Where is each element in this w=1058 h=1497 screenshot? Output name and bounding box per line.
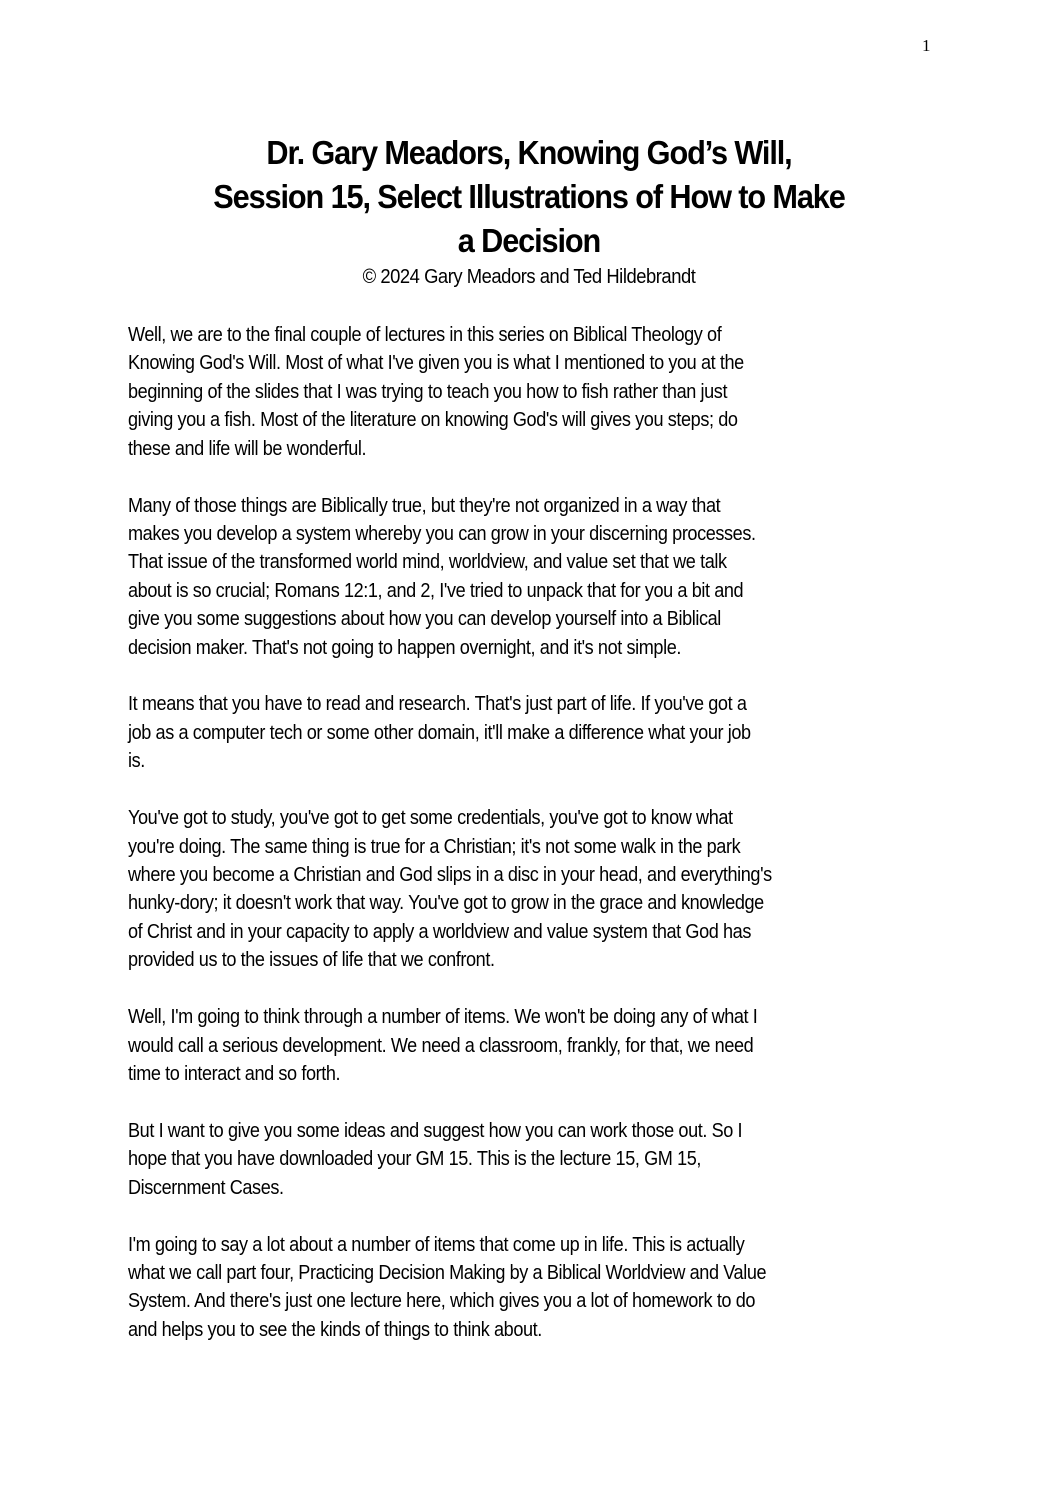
copyright-notice: © 2024 Gary Meadors and Ted Hildebrandt [362,266,696,288]
text-line: of Christ and in your capacity to apply a worldview and value system that God has [128,920,751,943]
text-line: these and life will be wonderful. [128,437,367,460]
text-line: time to interact and so forth. [128,1062,341,1085]
text-line: hunky-dory; it doesn't work that way. You've got to grow in the grace and knowledge [128,892,764,915]
text-line: provided us to the issues of life that we confront. [128,949,495,972]
text-line: would call a serious development. We need a classroom, frankly, for that, we need [128,1034,754,1057]
text-line: give you some suggestions about how you can develop yourself into a Biblical [128,608,721,631]
title-line: Dr. Gary Meadors, Knowing God’s Will, [266,134,792,171]
text-line: you're doing. The same thing is true for a Christian; it's not some walk in the park [128,835,741,858]
text-line: and helps you to see the kinds of things to think about. [128,1318,542,1341]
text-line: beginning of the slides that I was trying to teach you how to fish rather than just [128,380,728,403]
paragraph [128,1117,948,1202]
title-block [0,131,1058,290]
text-line: But I want to give you some ideas and suggest how you can work those out. So I [128,1119,743,1142]
text-line: is. [128,750,145,773]
text-line: where you become a Christian and God slips in a disc in your head, and everything's [128,864,772,886]
paragraph [128,321,948,463]
text-line: about is so crucial; Romans 12:1, and 2, I've tried to unpack that for you a bit and [128,579,744,602]
text-line: makes you develop a system whereby you can grow in your discerning processes. [128,522,756,545]
text-line: It means that you have to read and research. That's just part of life. If you've got a [128,693,747,716]
text-line: Knowing God's Will. Most of what I've given you is what I mentioned to you at the [128,352,744,375]
text-line: what we call part four, Practicing Decision Making by a Biblical Worldview and Value [128,1261,767,1284]
text-line: decision maker. That's not going to happen overnight, and it's not simple. [128,636,681,659]
text-line: hope that you have downloaded your GM 15. This is the lecture 15, GM 15, [128,1148,702,1171]
text-line: Well, I'm going to think through a number of items. We won't be doing any of what I [128,1006,758,1029]
text-line: giving you a fish. Most of the literature on knowing God's will gives you steps; do [128,409,738,432]
page-number: 1 [922,36,931,55]
document-title [0,131,1058,263]
text-line: Well, we are to the final couple of lectures in this series on Biblical Theology of [128,324,722,346]
title-line: a Decision [457,222,601,259]
text-line: System. And there's just one lecture here, which gives you a lot of homework to do [128,1290,756,1313]
text-line: I'm going to say a lot about a number of items that come up in life. This is actually [128,1233,745,1256]
paragraph [128,804,948,974]
text-line: You've got to study, you've got to get some credentials, you've got to know what [128,807,733,830]
paragraph [128,1003,948,1088]
text-line: Discernment Cases. [128,1176,284,1199]
title-line: Session 15, Select Illustrations of How to Make [213,178,845,215]
text-line: job as a computer tech or some other domain, it'll make a difference what your job [128,721,751,744]
paragraph [128,1231,948,1345]
text-line: That issue of the transformed world mind, worldview, and value set that we talk [128,551,727,574]
body-text [128,321,948,1373]
paragraph [128,690,948,775]
paragraph [128,492,948,662]
text-line: Many of those things are Biblically true, but they're not organized in a way that [128,494,721,517]
